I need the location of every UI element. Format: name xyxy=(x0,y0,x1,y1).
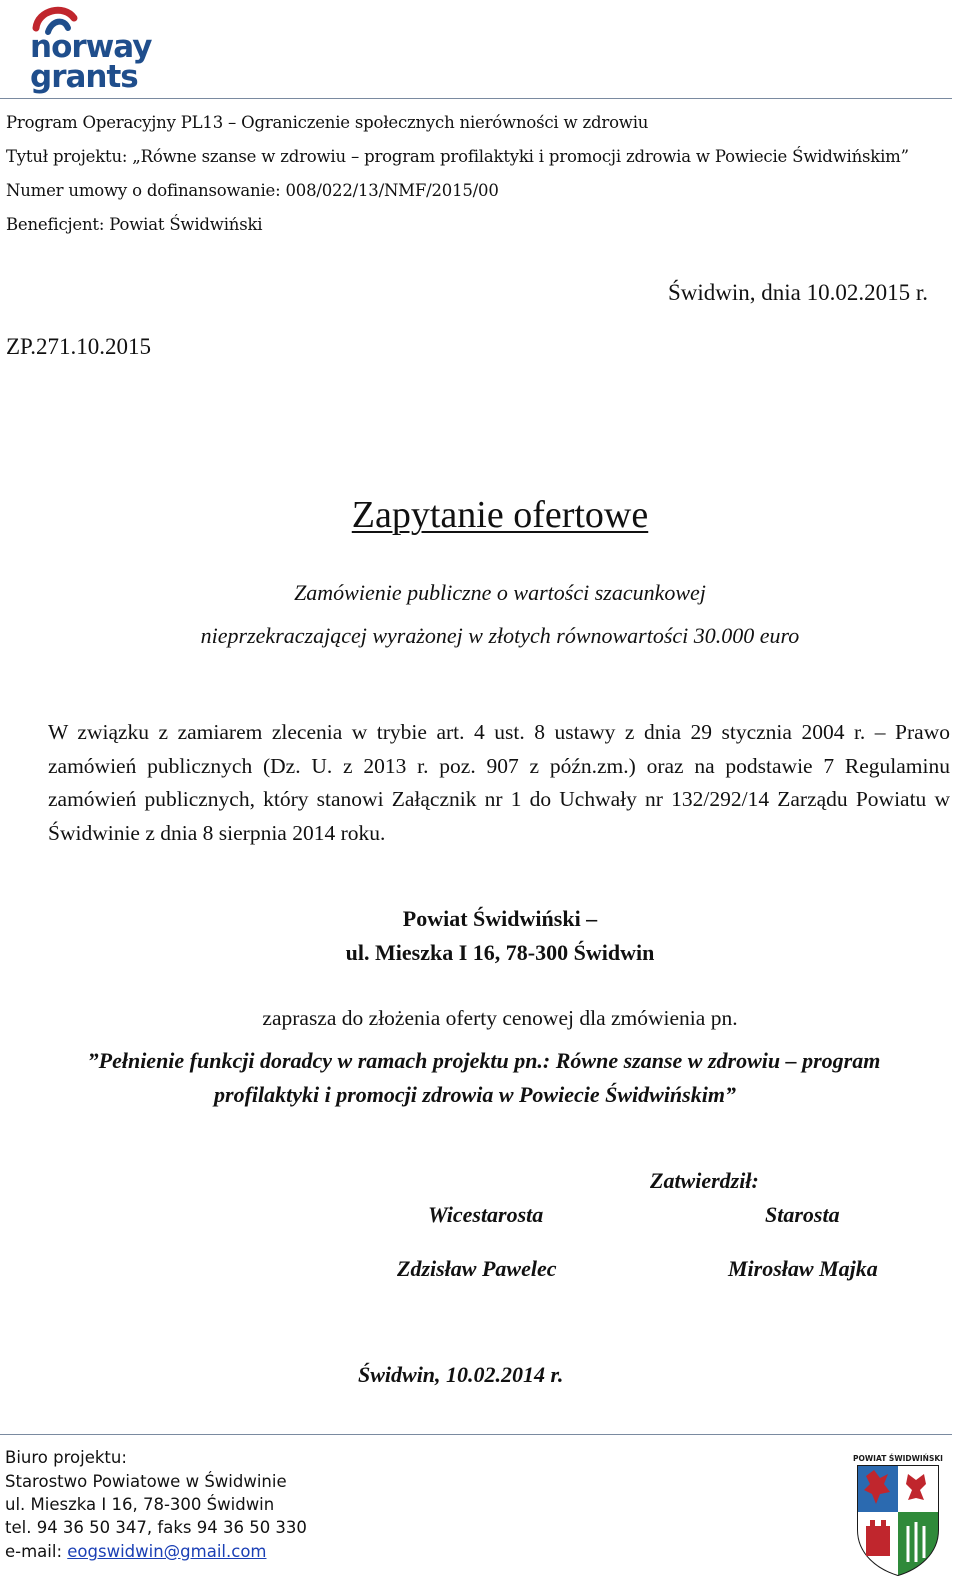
footer-email-label: e-mail: xyxy=(5,1542,68,1561)
footer-email-line xyxy=(5,1542,266,1561)
left-signatory-name: Zdzisław Pawelec xyxy=(397,1256,557,1281)
issuer-address: ul. Mieszka I 16, 78-300 Świdwin xyxy=(345,940,655,965)
contract-number-line: Numer umowy o dofinansowanie: 008/022/13/NMF/2015/00 xyxy=(6,181,499,200)
footer-office-name: Starostwo Powiatowe w Świdwinie xyxy=(5,1472,287,1491)
project-title-line: Tytuł projektu: „Równe szanse w zdrowiu – program profilaktyki i promocji zdrowia w Powiecie Świdwińskim” xyxy=(6,147,909,166)
footer-office-label: Biuro projektu: xyxy=(5,1448,127,1467)
signature-date: Świdwin, 10.02.2014 r. xyxy=(358,1362,564,1387)
left-role: Wicestarosta xyxy=(428,1202,544,1227)
coat-of-arms-label: POWIAT ŚWIDWIŃSKI xyxy=(853,1454,943,1463)
footer-divider xyxy=(0,1434,952,1435)
right-role: Starosta xyxy=(765,1202,840,1227)
coat-of-arms-emblem xyxy=(852,1452,944,1577)
coat-of-arms-icon xyxy=(852,1452,944,1577)
legal-basis-paragraph: W związku z zamiarem zlecenia w trybie art. 4 ust. 8 ustawy z dnia 29 stycznia 2004 r. – Prawo zamówień publicznych (Dz. U. z 2013 r. poz. 907 z późn.zm.) oraz na podstawie 7 Regulaminu zamówień publicznych, który stanowi Załącznik nr 1 do Uchwały nr 132/292/14 Zarządu Powiatu w Świdwinie z dnia 8 sierpnia 2014 roku. xyxy=(48,720,950,845)
subtitle-line-2: nieprzekraczającej wyrażonej w złotych równowartości 30.000 euro xyxy=(200,623,800,648)
footer-email-link[interactable]: eogswidwin@gmail.com xyxy=(67,1542,267,1561)
subject-line-2: profilaktyki i promocji zdrowia w Powiecie Świdwińskim” xyxy=(214,1082,736,1107)
header-divider xyxy=(0,98,952,99)
beneficiary-line: Beneficjent: Powiat Świdwiński xyxy=(6,215,263,234)
footer-address: ul. Mieszka I 16, 78-300 Świdwin xyxy=(5,1495,275,1514)
invitation-text: zaprasza do złożenia oferty cenowej dla zmówienia pn. xyxy=(262,1006,738,1030)
subject-line-1: ”Pełnienie funkcji doradcy w ramach projektu pn.: Równe szanse w zdrowiu – program xyxy=(87,1048,881,1073)
approved-label: Zatwierdził: xyxy=(650,1168,759,1193)
reference-number: ZP.271.10.2015 xyxy=(6,334,152,359)
footer-phone: tel. 94 36 50 347, faks 94 36 50 330 xyxy=(5,1518,307,1537)
issuer-name: Powiat Świdwiński – xyxy=(402,906,598,931)
program-line: Program Operacyjny PL13 – Ograniczenie społecznych nierówności w zdrowiu xyxy=(6,113,649,132)
logo-word-norway: norway xyxy=(30,29,152,65)
norway-grants-logo xyxy=(30,2,170,94)
page-title: Zapytanie ofertowe xyxy=(351,494,649,536)
subtitle-line-1: Zamówienie publiczne o wartości szacunkowej xyxy=(294,580,706,605)
right-signatory-name: Mirosław Majka xyxy=(728,1256,878,1281)
logo-word-grants: grants xyxy=(30,59,138,95)
document-date: Świdwin, dnia 10.02.2015 r. xyxy=(668,280,929,305)
